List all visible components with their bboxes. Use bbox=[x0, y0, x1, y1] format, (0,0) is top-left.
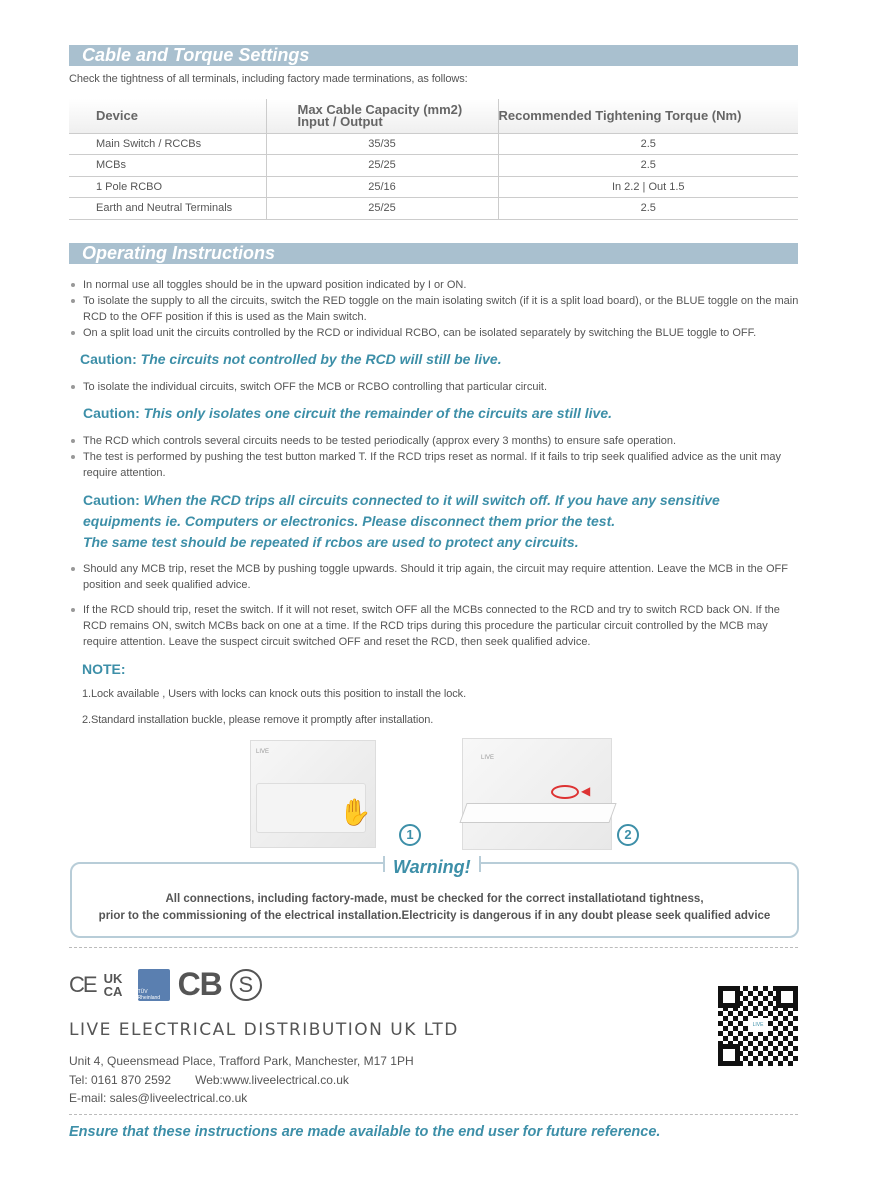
address: Unit 4, Queensmead Place, Trafford Park, Manchester, M17 1PH bbox=[69, 1054, 414, 1068]
figure-number: 1 bbox=[399, 824, 421, 846]
list-item: Should any MCB trip, reset the MCB by pushing toggle upwards. Should it trip again, the circuit may require attention. Leave the MCB in the OFF position and seek qualified advice. bbox=[69, 561, 804, 593]
header-capacity bbox=[266, 99, 498, 133]
caution-label: Caution: bbox=[80, 351, 137, 367]
header-device: Device bbox=[69, 99, 266, 133]
table-row bbox=[69, 176, 798, 198]
bullet-list-4 bbox=[69, 561, 804, 650]
bullet-list-3 bbox=[69, 433, 789, 481]
cell-device: Earth and Neutral Terminals bbox=[69, 198, 266, 220]
warning-line: prior to the commissioning of the electrical installation.Electricity is dangerous if in any doubt please seek qualified advice bbox=[98, 910, 771, 922]
cell-torque: 2.5 bbox=[498, 198, 798, 220]
warning-text bbox=[70, 891, 799, 925]
cable-section-title: Cable and Torque Settings bbox=[69, 45, 798, 66]
ce-mark: CE bbox=[69, 971, 96, 997]
note-title: NOTE: bbox=[82, 661, 126, 677]
header-capacity-line2: Input / Output bbox=[297, 113, 383, 129]
caution-1 bbox=[80, 349, 502, 370]
figure-lock-knockout bbox=[250, 740, 376, 848]
cell-device: MCBs bbox=[69, 155, 266, 177]
caution-text: The circuits not controlled by the RCD will still be live. bbox=[140, 351, 502, 367]
telephone: Tel: 0161 870 2592 bbox=[69, 1072, 172, 1087]
figure-installation-buckle bbox=[462, 738, 612, 850]
bullet-list-2 bbox=[69, 379, 804, 395]
list-item: To isolate the individual circuits, switch OFF the MCB or RCBO controlling that particular circuit. bbox=[69, 379, 804, 395]
caution-text: The same test should be repeated if rcbos are used to protect any circuits. bbox=[83, 534, 579, 550]
website-link[interactable]: Web:www.liveelectrical.co.uk bbox=[195, 1072, 349, 1087]
highlight-circle bbox=[551, 785, 579, 799]
list-item: The test is performed by pushing the test button marked T. If the RCD trips reset as normal. If it fails to trip seek qualified advice as the unit may require attention. bbox=[69, 449, 789, 481]
list-item: To isolate the supply to all the circuits, switch the RED toggle on the main isolating switch (if it is a split load board), or the BLUE toggle on the main RCD to the OFF position if this is used as the Main switch. bbox=[69, 293, 804, 325]
figure-number: 2 bbox=[617, 824, 639, 846]
note-item: 2.Standard installation buckle, please remove it promptly after installation. bbox=[82, 714, 434, 726]
cell-capacity: 25/16 bbox=[266, 176, 498, 198]
note-item: 1.Lock available , Users with locks can knock outs this position to install the lock. bbox=[82, 688, 467, 700]
table-row bbox=[69, 198, 798, 220]
email-link[interactable]: E-mail: sales@liveelectrical.co.uk bbox=[69, 1091, 248, 1105]
brand-logo: LIVE bbox=[256, 749, 270, 755]
brand-logo: LIVE bbox=[481, 755, 495, 761]
header-torque: Recommended Tightening Torque (Nm) bbox=[498, 99, 798, 133]
header-capacity-line1: Max Cable Capacity (mm2) bbox=[297, 101, 463, 117]
qr-code bbox=[718, 986, 798, 1066]
warning-line: All connections, including factory-made, must be checked for the correct installatiotand tightness, bbox=[165, 893, 704, 905]
hand-icon: ✋ bbox=[339, 797, 372, 827]
bullet-list-1 bbox=[69, 277, 804, 341]
operating-section-title: Operating Instructions bbox=[69, 243, 798, 264]
divider bbox=[69, 947, 798, 948]
cell-capacity: 25/25 bbox=[266, 198, 498, 220]
arrow-icon: ◀ bbox=[581, 784, 591, 798]
table-header bbox=[69, 99, 798, 133]
s-mark: S bbox=[230, 969, 262, 1001]
contact-info bbox=[69, 1052, 414, 1108]
caution-text: When the RCD trips all circuits connected to it will switch off. If you have any sensitive bbox=[143, 492, 720, 508]
cell-torque: 2.5 bbox=[498, 155, 798, 177]
cell-capacity: 35/35 bbox=[266, 133, 498, 155]
divider bbox=[69, 1114, 798, 1115]
caution-2 bbox=[83, 403, 612, 424]
caution-3 bbox=[83, 490, 720, 553]
cell-device: 1 Pole RCBO bbox=[69, 176, 266, 198]
company-name: LIVE ELECTRICAL DISTRIBUTION UK LTD bbox=[69, 1020, 459, 1040]
cell-device: Main Switch / RCCBs bbox=[69, 133, 266, 155]
cell-torque: In 2.2 | Out 1.5 bbox=[498, 176, 798, 198]
ukca-mark: UKCA bbox=[103, 970, 123, 999]
table-row bbox=[69, 133, 798, 155]
footer-note: Ensure that these instructions are made available to the end user for future reference. bbox=[69, 1124, 661, 1140]
caution-label: Caution: bbox=[83, 405, 140, 421]
caution-text: This only isolates one circuit the remainder of the circuits are still live. bbox=[143, 405, 613, 421]
warning-title: Warning! bbox=[383, 856, 481, 872]
certification-marks bbox=[69, 966, 262, 1003]
list-item: On a split load unit the circuits controlled by the RCD or individual RCBO, can be isolated separately by switching the BLUE toggle to OFF. bbox=[69, 325, 804, 341]
cell-capacity: 25/25 bbox=[266, 155, 498, 177]
tuv-mark: TÜV Rheinland bbox=[138, 969, 170, 1001]
torque-table bbox=[69, 99, 798, 220]
enclosure-flap bbox=[459, 803, 616, 823]
cb-mark: CB bbox=[177, 966, 222, 1002]
caution-label: Caution: bbox=[83, 492, 140, 508]
caution-text: equipments ie. Computers or electronics. Please disconnect them prior the test. bbox=[83, 513, 616, 529]
list-item: In normal use all toggles should be in the upward position indicated by I or ON. bbox=[69, 277, 804, 293]
cable-intro: Check the tightness of all terminals, including factory made terminations, as follows: bbox=[69, 73, 468, 85]
qr-logo: LIVE bbox=[748, 1018, 768, 1032]
table-row bbox=[69, 155, 798, 177]
cell-torque: 2.5 bbox=[498, 133, 798, 155]
list-item: The RCD which controls several circuits needs to be tested periodically (approx every 3 months) to ensure safe operation. bbox=[69, 433, 789, 449]
list-item: If the RCD should trip, reset the switch. If it will not reset, switch OFF all the MCBs connected to the RCD and try to switch RCD back ON. If the RCD remains ON, switch MCBs back on one at a time. If the RCD trips during this procedure the particular circuit controlled by the MCB may require attention. Leave the suspect circuit switched OFF and reset the RCD, then seek qualified advice. bbox=[69, 602, 804, 650]
